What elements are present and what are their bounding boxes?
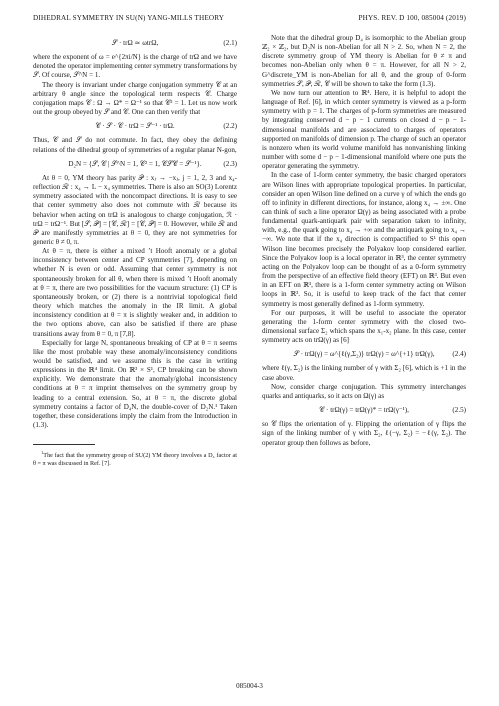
running-header <box>33 12 466 24</box>
equation-2-5 <box>262 406 466 415</box>
equation-2-2 <box>33 122 237 131</box>
equation-number: (2.4) <box>452 350 466 359</box>
paragraph: where ℓ(γ, Σ₂) is the linking number of γ with Σ₂ [6], which is +1 in the case above. <box>262 364 466 382</box>
running-title: DIHEDRAL SYMMETRY IN SU(N) YANG-MILLS THEORY <box>33 14 225 22</box>
equation-expression: 𝒞 · 𝒮 · 𝒞 · trΩ = 𝒮⁻¹ · trΩ. <box>95 122 175 131</box>
paragraph: Now, consider charge conjugation. This symmetry interchanges quarks and antiquarks, so it acts on Ω(γ) as <box>262 382 466 400</box>
equation-2-3 <box>33 160 237 169</box>
right-column <box>262 34 466 448</box>
equation-number: (2.1) <box>223 39 237 47</box>
footnote-divider <box>33 444 95 445</box>
paragraph: For our purposes, it will be useful to associate the operator generating the 1-form center symmetry with the closed two-dimensional surface Σ₂ which spans the x₁-x₂ plane. In this case, center symmetry acts on trΩ(γ) as [6] <box>262 308 466 345</box>
paragraph: Note that the dihedral group D₄ is isomorphic to the Abelian group ℤ₂ × ℤ₂, but D₂N is non-Abelian for all N > 2. So, when N = 2, the discrete symmetry group of YM theory is Abelian for θ ≠ π and becomes non-Abelian only when θ = π. However, for all N > 2, G^discrete_YM is non-Abelian for all θ, and the group of 0-form symmetries 𝒮, 𝒫, ℛ, 𝒞 will be shown to take the form (1.3). <box>262 34 466 88</box>
equation-number: (2.5) <box>452 406 466 415</box>
footnote-text: The fact that the symmetry group of SU(2) YM theory involves a D₄ factor at θ = π was discussed in Ref. [7]. <box>33 452 237 468</box>
footnote-marker: 1 <box>41 450 44 456</box>
paragraph: Especially for large N, spontaneous breaking of CP at θ = π seems like the most probable way these anomaly/inconsistency conditions would be satisfied, and we assume this is the case in writing expressions in the ℝ⁴ limit. On ℝ³ × S¹, CP breaking can be shown explicitly. We demonstrate that the anomaly/global inconsistency conditions at θ = π imprint themselves on the symmetry group by leading to a central extension. So, at θ = π, the discrete global symmetry contains a factor of D₄N, the double-cover of D₂N.¹ Taken together, these considerations imply the claim from the Introduction in (1.3). <box>33 338 237 430</box>
paragraph: We now turn our attention to ℝ⁴. Here, it is helpful to adopt the language of Ref. [6], in which center symmetry is viewed as a p-form symmetry with p = 1. The charges of p-form symmetries are measured by integrating conserved d − p − 1 currents on closed d − p − 1-dimensional manifolds and are associated to charges of operators supported on manifolds of dimension p. The charge of such an operator is nonzero when its world volume manifold has nonvanishing linking number with some d − p − 1-dimensional manifold where one puts the operator generating the symmetry. <box>262 88 466 171</box>
equation-number: (2.2) <box>223 122 237 131</box>
paragraph: Thus, 𝒞 and 𝒮 do not commute. In fact, they obey the defining relations of the dihedral group of symmetries of a regular planar N-gon, <box>33 136 237 154</box>
paragraph: At θ = 0, YM theory has parity 𝒫 : xⱼ → −xⱼ, j = 1, 2, 3 and x₄-reflection ℛ : x₄ → L − x₄ symmetries. There is also an SO(3) Lorentz symmetry associated with the noncompact directions. It is easy to see that center symmetry also does not commute with ℛ because its behavior when acting on trΩ is analogous to charge conjugation, ℛ · trΩ = trΩ⁻¹. But [𝒮, 𝒫] = [𝒞, ℛ] = [𝒞, 𝒫] = 0. However, while ℛ and 𝒫 are manifestly symmetries at θ = 0, they are not symmetries for generic θ ≠ 0, π. <box>33 173 237 246</box>
paragraph: so 𝒞 flips the orientation of γ. Flipping the orientation of γ flips the sign of the linking number of γ with Σ₂, ℓ(−γ, Σ₂) = −ℓ(γ, Σ₂). The operator group then follows as before, <box>262 420 466 447</box>
equation-expression: 𝒞 · trΩ(γ) = trΩ(γ)* = trΩ(γ⁻¹), <box>319 406 409 415</box>
equation-expression: 𝒮 · trΩ ≃ ωtrΩ, <box>111 39 159 47</box>
equation-2-1 <box>33 39 237 48</box>
paragraph: In the case of 1-form center symmetry, the basic charged operators are Wilson lines with appropriate topological properties. In particular, consider an open Wilson line defined on a curve γ of which the ends go off to infinity in different directions, for instance, along x₄ → ±∞. One can think of such a line operator Ω(γ) as being associated with a probe fundamental quark-antiquark pair with separation taken to infinity, with, e.g., the quark going to x₄ → +∞ and the antiquark going to x₄ → −∞. We note that if the x₄ direction is compactified to S¹ this open Wilson line becomes precisely the Polyakov loop considered earlier. Since the Polyakov loop is a local operator in ℝ³, the center symmetry acting on the Polyakov loop can be thought of as a 0-form symmetry from the perspective of an effective field theory (EFT) on ℝ³. But even in an EFT on ℝ³, there is a 1-form center symmetry acting on Wilson loops in ℝ³. So, it is useful to keep track of the fact that center symmetry is most generally defined as 1-form symmetry. <box>262 171 466 308</box>
paragraph: where the exponent of ω = e^{2πi/N} is the charge of trΩ and we have denoted the operator implementing center symmetry transformations by 𝒮. Of course, 𝒮^N = 1. <box>33 53 237 80</box>
paragraph: At θ = π, there is either a mixed ’t Hooft anomaly or a global inconsistency between center and CP symmetries [7], depending on whether N is even or odd. Assuming that center symmetry is not spontaneously broken for all θ, when there is mixed ’t Hooft anomaly at θ = π, there are two possibilities for the vacuum structure: (1) CP is spontaneously broken, or (2) there is a nontrivial topological field theory which matches the anomaly in the IR limit. A global inconsistency condition at θ = π is slightly weaker and, in addition to the two options above, can also be satisfied if there are phase transitions away from θ = 0, π [7,8]. <box>33 247 237 338</box>
equation-2-4 <box>262 350 466 359</box>
footnote <box>33 449 237 468</box>
equation-expression: D₂N = {𝒮, 𝒞 | 𝒮^N = 1, 𝒞² = 1, 𝒞𝒮𝒞 = 𝒮⁻¹}. <box>68 159 202 168</box>
left-column <box>33 34 237 468</box>
equation-number: (2.3) <box>223 159 237 168</box>
equation-expression: 𝒮 · trΩ(γ) = ω^{ℓ(γ,Σ₂)} trΩ(γ) = ω^{+1} trΩ(γ), <box>293 350 435 359</box>
journal-reference: PHYS. REV. D 100, 085004 (2019) <box>358 14 466 22</box>
paragraph: The theory is invariant under charge conjugation symmetry 𝒞 at an arbitrary θ angle since the topological term respects 𝒞. Charge conjugation maps 𝒞 : Ω → Ω* = Ω⁻¹ so that 𝒞² = 1. Let us now work out the group obeyed by 𝒮 and 𝒞. One can then verify that <box>33 80 237 117</box>
page-number: 085004-3 <box>236 682 263 690</box>
